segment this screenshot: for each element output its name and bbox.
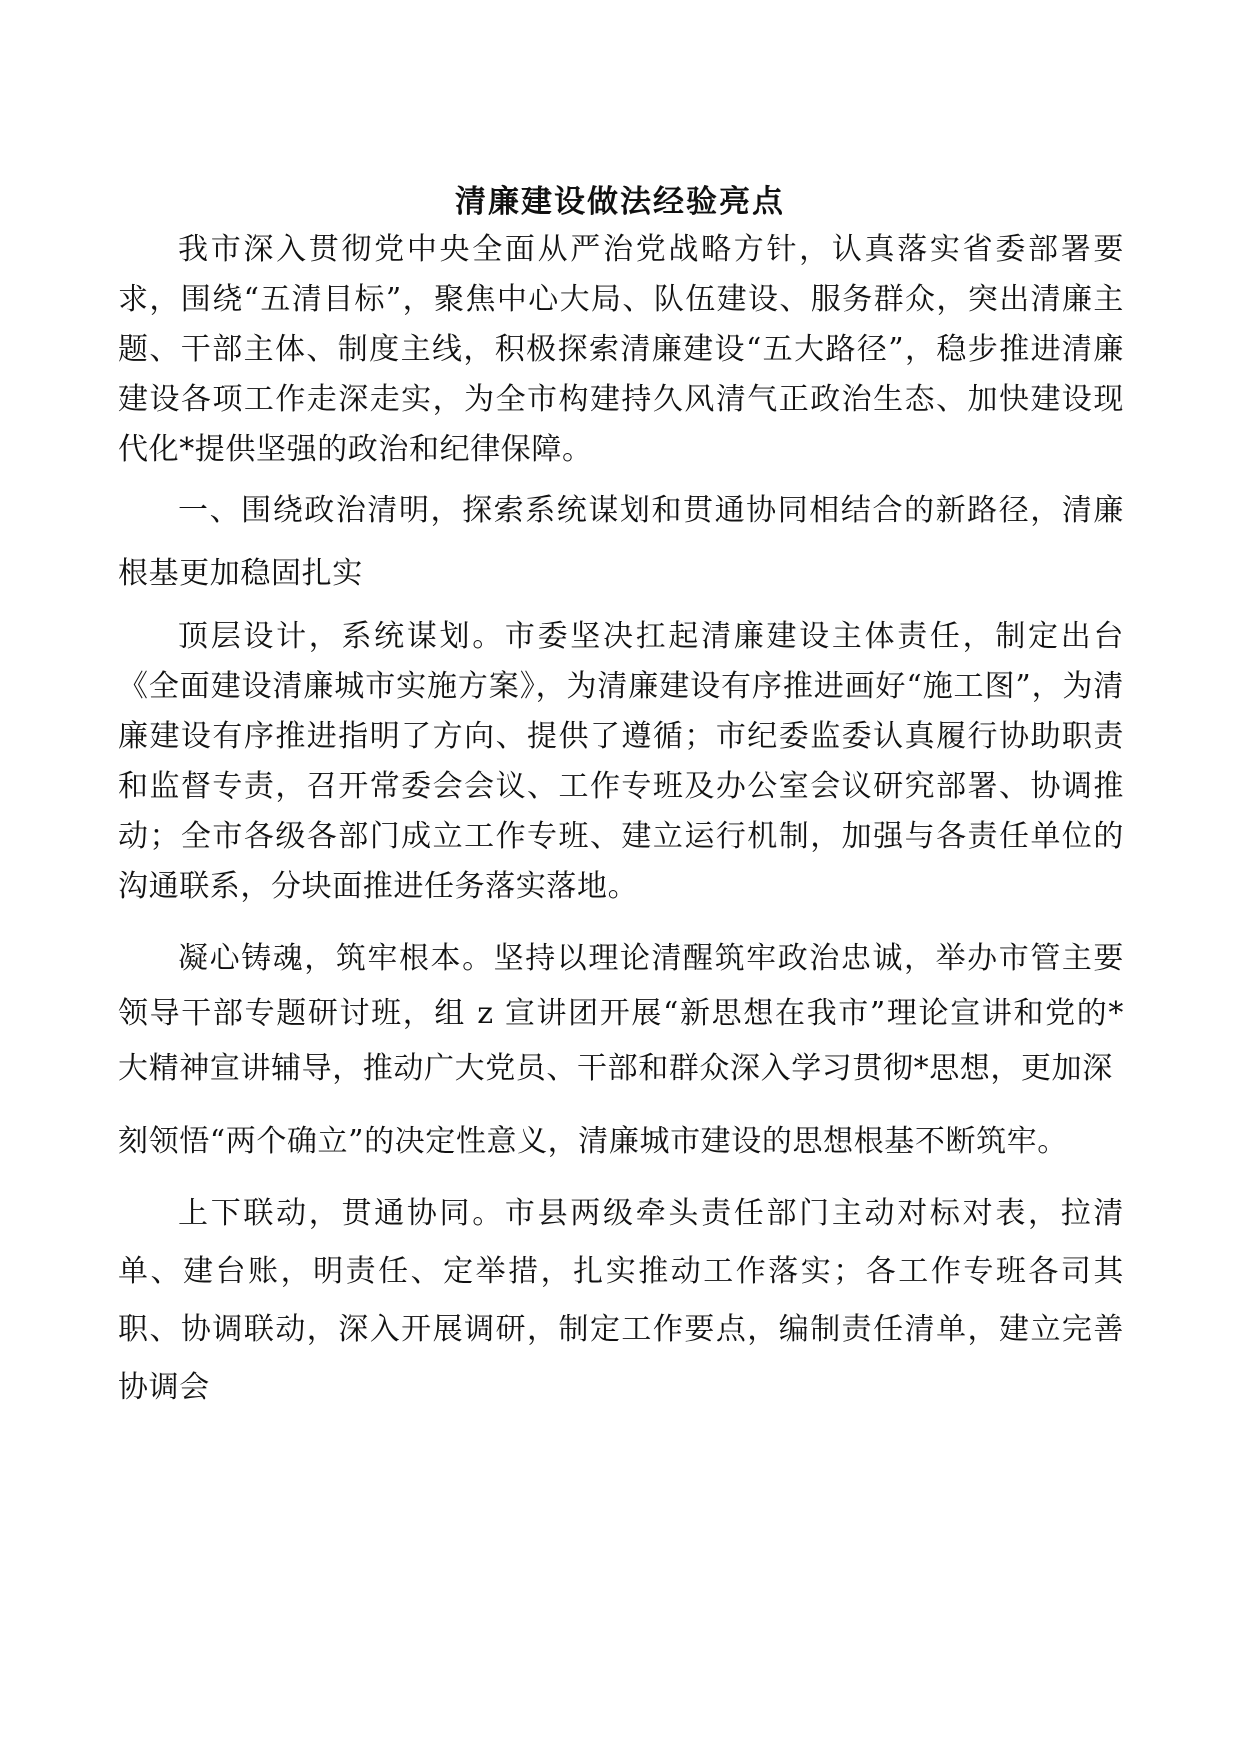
intro-paragraph-block <box>118 225 1124 475</box>
section-heading-block <box>118 479 1124 605</box>
ningxin-paragraph-continuation-block <box>118 1117 1124 1167</box>
linkage-paragraph-block <box>118 1185 1124 1417</box>
document-title: 清廉建设做法经验亮点 <box>455 184 785 220</box>
section-heading: 一、围绕政治清明，探索系统谋划和贯通协同相结合的新路径，清廉根基更加稳固扎实 <box>118 493 1124 591</box>
top-design-paragraph-block <box>118 612 1124 912</box>
linkage-paragraph: 上下联动，贯通协同。市县两级牵头责任部门主动对标对表，拉清单、建台账，明责任、定举措，扎实推动工作落实；各工作专班各司其职、协调联动，深入开展调研，制定工作要点，编制责任清单，建立完善协调会 <box>118 1196 1124 1405</box>
ningxin-paragraph-block <box>118 931 1124 1096</box>
ningxin-paragraph-part-1: 凝心铸魂，筑牢根本。坚持以理论清醒筑牢政治忠诚，举办市管主要领导干部专题研讨班，组 z 宣讲团开展“新思想在我市”理论宣讲和党的* 大精神宣讲辅导，推动广大党员、干部和群众深入学习贯彻*思想，更加深 <box>118 941 1124 1086</box>
ningxin-paragraph-part-2: 刻领悟“两个确立”的决定性意义，清廉城市建设的思想根基不断筑牢。 <box>118 1124 1068 1159</box>
top-design-paragraph: 顶层设计，系统谋划。市委坚决扛起清廉建设主体责任，制定出台《全面建设清廉城市实施方案》，为清廉建设有序推进画好“施工图”，为清廉建设有序推进指明了方向、提供了遵循；市纪委监委认真履行协助职责和监督专责，召开常委会会议、工作专班及办公室会议研究部署、协调推动；全市各级各部门成立工作专班、建立运行机制，加强与各责任单位的沟通联系，分块面推进任务落实落地。 <box>118 619 1124 904</box>
intro-paragraph: 我市深入贯彻党中央全面从严治党战略方针，认真落实省委部署要求，围绕“五清目标”，聚焦中心大局、队伍建设、服务群众，突出清廉主题、干部主体、制度主线，积极探索清廉建设“五大路径”，稳步推进清廉建设各项工作走深走实，为全市构建持久风清气正政治生态、加快建设现代化*提供坚强的政治和纪律保障。 <box>118 232 1124 467</box>
